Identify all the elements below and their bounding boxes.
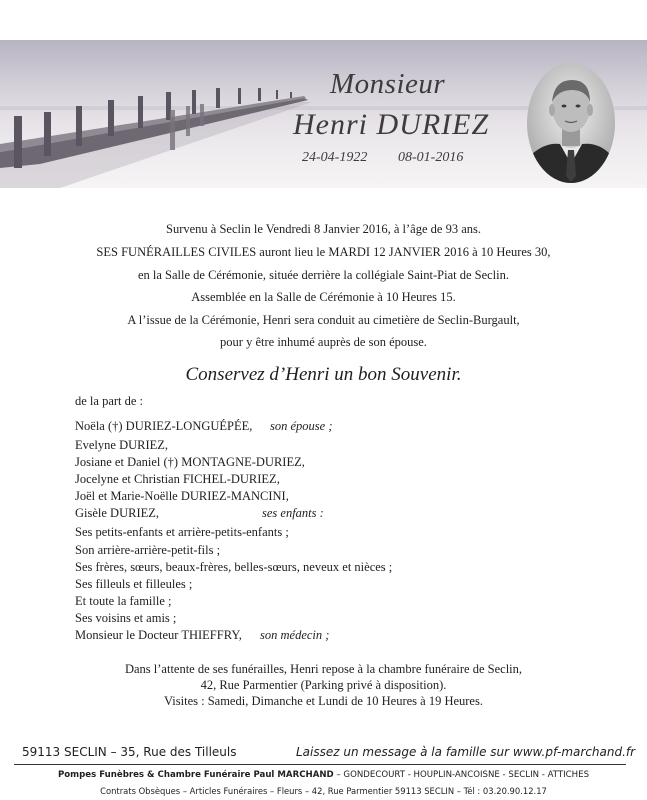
relatives-line: Ses filleuls et filleules ;	[75, 577, 193, 591]
announcement-line: pour y être inhumé auprès de son épouse.	[220, 335, 427, 349]
child-name: Jocelyne et Christian FICHEL-DURIEZ,	[75, 472, 280, 486]
children-role: ses enfants :	[262, 506, 324, 520]
footer-message: Laissez un message à la famille sur www.pf-marchand.fr	[296, 745, 636, 759]
doctor-name: Monsieur le Docteur THIEFFRY,	[75, 628, 242, 642]
child-name: Joël et Marie-Noëlle DURIEZ-MANCINI,	[75, 489, 289, 503]
portrait-photo	[526, 62, 616, 184]
visitation-line: Visites : Samedi, Dimanche et Lundi de 10 Heures à 19 Heures.	[164, 694, 483, 708]
footer-address: 59113 SECLIN – 35, Rue des Tilleuls	[22, 745, 237, 759]
company-contact: Contrats Obsèques – Articles Funéraires – Fleurs – 42, Rue Parmentier 59113 SECLIN – Tél : 03.20.90.12.17	[100, 786, 547, 796]
family-intro: de la part de :	[75, 394, 144, 408]
announcement-line: SES FUNÉRAILLES CIVILES auront lieu le MARDI 12 JANVIER 2016 à 10 Heures 30,	[96, 245, 551, 259]
announcement-line: Survenu à Seclin le Vendredi 8 Janvier 2016, à l’âge de 93 ans.	[166, 222, 481, 236]
announcement-line: en la Salle de Cérémonie, située derrière la collégiale Saint-Piat de Seclin.	[137, 268, 510, 282]
birth-date: 24-04-1922	[302, 150, 368, 165]
visitation-line: Dans l’attente de ses funérailles, Henri repose à la chambre funéraire de Seclin,	[124, 662, 523, 676]
relatives-line: Ses voisins et amis ;	[75, 611, 177, 625]
child-name: Gisèle DURIEZ,	[75, 506, 160, 520]
announcement-line: Assemblée en la Salle de Cérémonie à 10 Heures 15.	[191, 290, 456, 304]
announcement-line: A l’issue de la Cérémonie, Henri sera conduit au cimetière de Seclin-Burgault,	[127, 313, 520, 327]
child-name: Josiane et Daniel (†) MONTAGNE-DURIEZ,	[75, 455, 305, 469]
doctor-role: son médecin ;	[260, 628, 330, 642]
spouse-role: son épouse ;	[270, 419, 333, 433]
company-line	[0, 770, 647, 780]
relatives-line: Ses frères, sœurs, beaux-frères, belles-sœurs, neveux et nièces ;	[75, 560, 393, 574]
salutation: Monsieur	[330, 68, 446, 100]
death-date: 08-01-2016	[398, 150, 464, 165]
deceased-name: Henri DURIEZ	[293, 108, 490, 141]
spouse-name: Noëla (†) DURIEZ-LONGUÉPÉE,	[75, 419, 253, 433]
company-towns: – GONDECOURT - HOUPLIN-ANCOISNE - SECLIN - ATTICHES	[333, 770, 590, 780]
footer-divider	[14, 764, 626, 765]
relatives-line: Et toute la famille ;	[75, 594, 172, 608]
motto: Conservez d’Henri un bon Souvenir.	[185, 364, 462, 385]
relatives-line: Ses petits-enfants et arrière-petits-enfants ;	[75, 525, 289, 539]
child-name: Evelyne DURIEZ,	[75, 438, 169, 452]
company-name: Pompes Funèbres & Chambre Funéraire Paul MARCHAND	[57, 770, 334, 780]
relatives-line: Son arrière-arrière-petit-fils ;	[75, 543, 221, 557]
visitation-line: 42, Rue Parmentier (Parking privé à disposition).	[200, 678, 447, 692]
